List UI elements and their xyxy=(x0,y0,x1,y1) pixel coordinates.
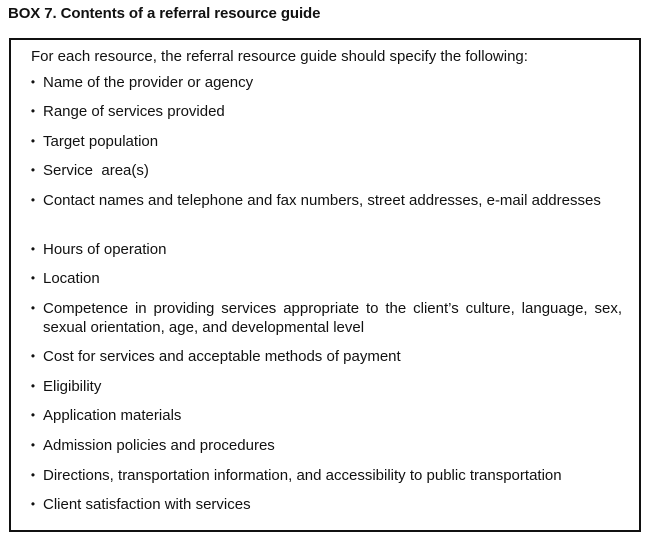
list-item xyxy=(28,161,622,180)
list-item-text: Directions, transportation information, and accessibility to public transportation xyxy=(43,467,562,484)
list-item xyxy=(28,406,622,425)
list-item-text: Contact names and telephone and fax numbers, street addresses, e-mail addresses xyxy=(43,192,601,209)
list-item-text: Service area(s) xyxy=(43,162,149,179)
box-title: BOX 7. Contents of a referral resource guide xyxy=(8,5,321,22)
bullet-icon: • xyxy=(30,408,36,422)
list-item-text: Target population xyxy=(43,133,159,150)
list-item xyxy=(28,347,622,366)
bullet-icon: • xyxy=(30,379,36,393)
list-item xyxy=(28,466,622,485)
list-item xyxy=(28,377,622,396)
list-item-text: Client satisfaction with services xyxy=(43,496,251,513)
bullet-icon: • xyxy=(30,134,36,148)
bullet-icon: • xyxy=(30,349,36,363)
list-item-text: Location xyxy=(43,270,100,287)
list-item xyxy=(28,269,622,288)
bullet-icon: • xyxy=(30,242,36,256)
bullet-icon: • xyxy=(30,468,36,482)
list-item-text: Name of the provider or agency xyxy=(43,74,254,91)
list-item xyxy=(28,191,622,210)
list-item-text: Competence in providing services appropriate to the client’s culture, language, sex, sexual orientation, age, and developmental level xyxy=(43,300,622,336)
list-item xyxy=(28,132,622,151)
list-item xyxy=(28,299,622,337)
bullet-icon: • xyxy=(30,497,36,511)
list-item-text: Hours of operation xyxy=(43,241,167,258)
list-item-text: Application materials xyxy=(43,407,182,424)
list-item-text: Eligibility xyxy=(43,378,102,395)
list-item xyxy=(28,102,622,121)
bullet-icon: • xyxy=(30,438,36,452)
list-item-text: Admission policies and procedures xyxy=(43,437,275,454)
list-item xyxy=(28,436,622,455)
bullet-icon: • xyxy=(30,163,36,177)
list-item-text: Cost for services and acceptable methods of payment xyxy=(43,348,401,365)
bullet-icon: • xyxy=(30,75,36,89)
bullet-icon: • xyxy=(30,271,36,285)
list-item xyxy=(28,240,622,259)
box-intro: For each resource, the referral resource guide should specify the following: xyxy=(31,48,528,65)
bullet-icon: • xyxy=(30,301,36,315)
bullet-icon: • xyxy=(30,193,36,207)
list-item xyxy=(28,495,622,514)
list-item-text: Range of services provided xyxy=(43,103,225,120)
bullet-icon: • xyxy=(30,104,36,118)
list-item xyxy=(28,73,622,92)
